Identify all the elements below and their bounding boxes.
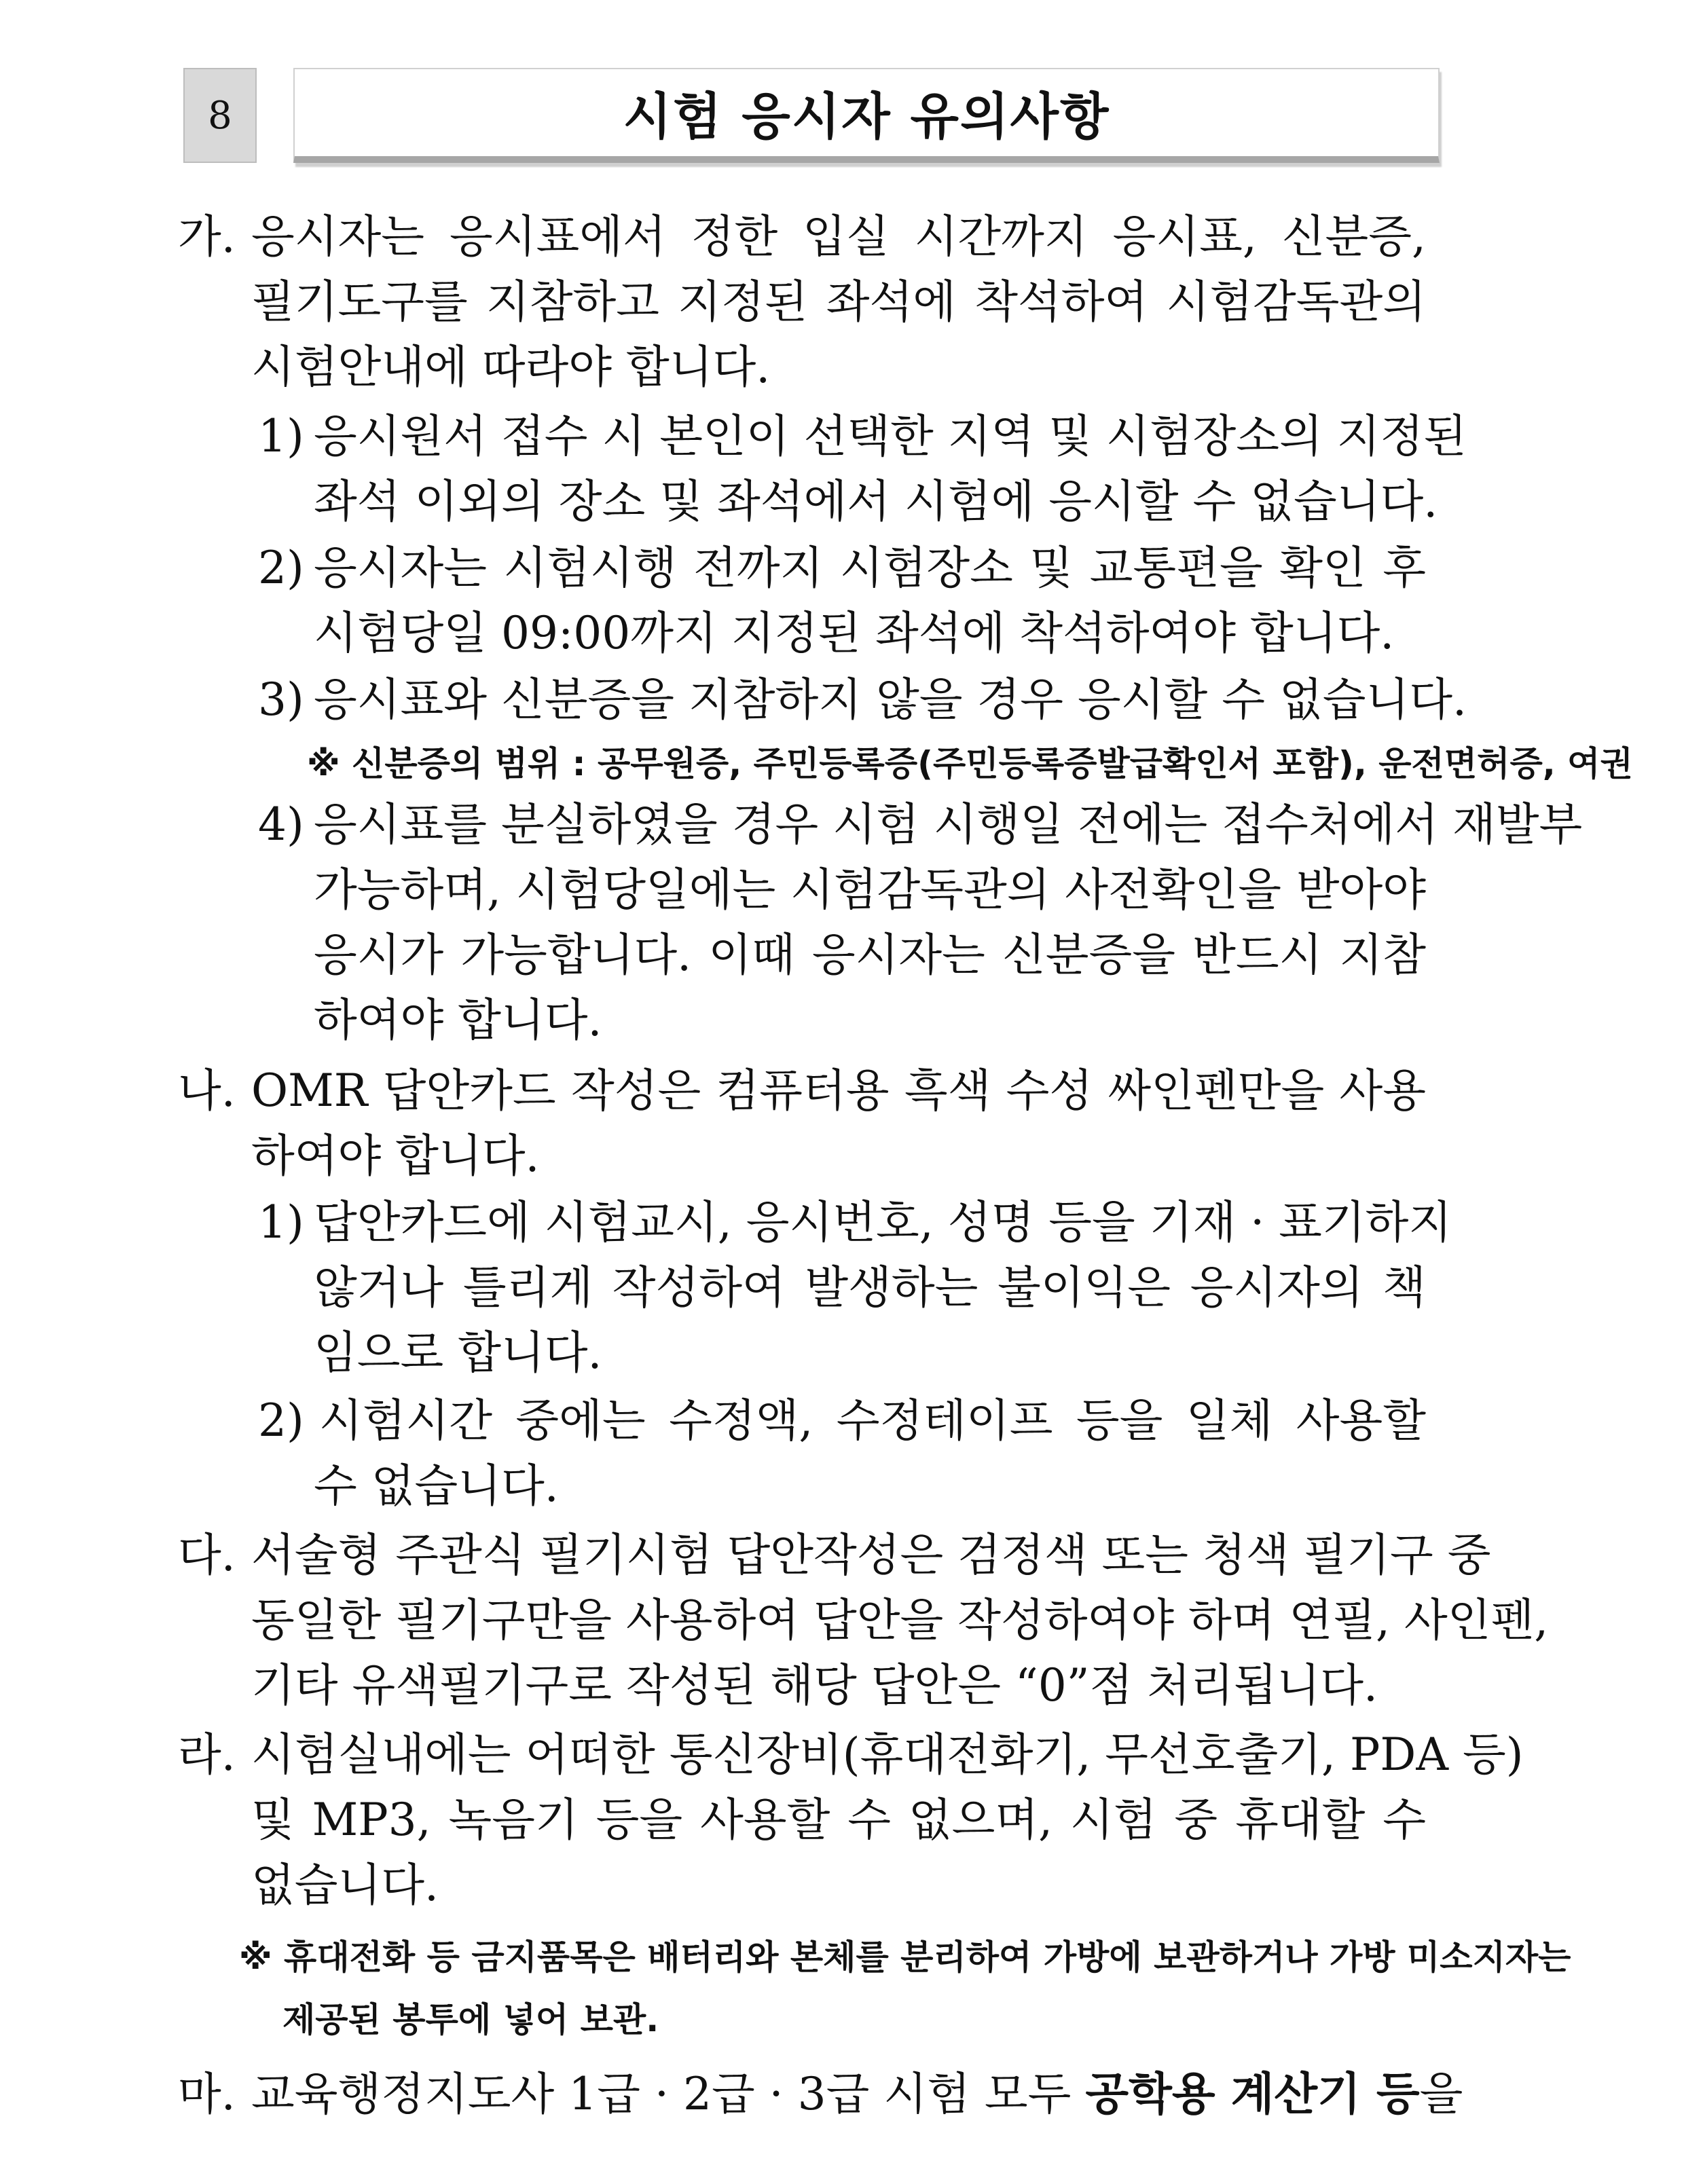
page-title: 시험 응시자 유의사항	[293, 68, 1440, 163]
id-range-note-text: ※ 신분증의 범위 : 공무원증, 주민등록증(주민등록증발급확인서 포함), 운전면허증, 여권	[307, 744, 1633, 783]
section-ga-label: 가.	[178, 210, 236, 263]
section-ra-label: 라.	[178, 1728, 236, 1781]
prohibited-items-note-text: 제공된 봉투에 넣어 보관.	[282, 2000, 659, 2039]
section-na-text: 하여야 합니다.	[251, 1130, 540, 1182]
item-ga-2-text: 시험당일 09:00까지 지정된 좌석에 착석하여야 합니다.	[314, 607, 1395, 659]
item-na-1-text: 않거나 틀리게 작성하여 발생하는 불이익은 응시자의 책	[314, 1261, 1426, 1314]
section-ga-text: 응시자는 응시표에서 정한 입실 시간까지 응시표, 신분증,	[251, 210, 1426, 263]
item-na-1-text: 임으로 합니다.	[314, 1327, 602, 1379]
section-da-label: 다.	[178, 1529, 236, 1581]
item-ga-1-text: 응시원서 접수 시 본인이 선택한 지역 및 시험장소의 지정된	[314, 410, 1467, 462]
section-ra-text: 없습니다.	[251, 1859, 439, 1911]
section-ma-text	[251, 2064, 1463, 2125]
section-ma-text-end: 을	[1419, 2068, 1463, 2120]
section-ma-text-start: 교육행정지도사 1급 · 2급 · 3급 시험 모두	[251, 2068, 1072, 2120]
section-ma-label: 마.	[178, 2068, 236, 2120]
section-da-text: 동일한 필기구만을 사용하여 답안을 작성하여야 하며 연필, 사인펜,	[251, 1594, 1549, 1646]
item-ga-2-label: 2)	[258, 542, 304, 594]
prohibited-items-note-text: ※ 휴대전화 등 금지품목은 배터리와 본체를 분리하여 가방에 보관하거나 가방 미소지자는	[239, 1938, 1571, 1977]
item-ga-3-text: 응시표와 신분증을 지참하지 않을 경우 응시할 수 없습니다.	[314, 673, 1467, 726]
item-ga-4-text: 응시가 가능합니다. 이때 응시자는 신분증을 반드시 지참	[314, 929, 1426, 981]
item-ga-1-text: 좌석 이외의 장소 및 좌석에서 시험에 응시할 수 없습니다.	[314, 475, 1438, 528]
section-da-text: 서술형 주관식 필기시험 답안작성은 검정색 또는 청색 필기구 중	[251, 1529, 1491, 1581]
calculator-emphasis: 공학용 계산기 등	[1085, 2068, 1420, 2120]
section-na-label: 나.	[178, 1065, 236, 1117]
item-ga-4-text: 가능하며, 시험당일에는 시험감독관의 사전확인을 받아야	[314, 864, 1426, 916]
section-da-text: 기타 유색필기구로 작성된 해당 답안은 “0”점 처리됩니다.	[251, 1659, 1378, 1711]
item-na-1-label: 1)	[258, 1196, 304, 1248]
item-ga-1-label: 1)	[258, 410, 304, 462]
item-ga-4-label: 4)	[258, 798, 304, 851]
section-ga-text: 시험안내에 따라야 합니다.	[251, 341, 771, 393]
section-ra-text: 시험실내에는 어떠한 통신장비(휴대전화기, 무선호출기, PDA 등)	[251, 1728, 1524, 1781]
page-number: 8	[183, 68, 257, 163]
item-na-2-text: 시험시간 중에는 수정액, 수정테이프 등을 일체 사용할	[319, 1394, 1426, 1447]
item-na-1-text: 답안카드에 시험교시, 응시번호, 성명 등을 기재 · 표기하지	[314, 1196, 1452, 1248]
item-ga-3-label: 3)	[258, 673, 304, 726]
section-na-text: OMR 답안카드 작성은 컴퓨터용 흑색 수성 싸인펜만을 사용	[251, 1065, 1426, 1117]
item-na-2-text: 수 없습니다.	[314, 1460, 559, 1512]
item-na-2-label: 2)	[258, 1394, 304, 1447]
item-ga-4-text: 응시표를 분실하였을 경우 시험 시행일 전에는 접수처에서 재발부	[314, 798, 1583, 851]
item-ga-4-text: 하여야 합니다.	[314, 994, 602, 1046]
item-ga-2-text: 응시자는 시험시행 전까지 시험장소 및 교통편을 확인 후	[314, 542, 1426, 594]
section-ga-text: 필기도구를 지참하고 지정된 좌석에 착석하여 시험감독관의	[251, 276, 1426, 328]
section-ra-text: 및 MP3, 녹음기 등을 사용할 수 없으며, 시험 중 휴대할 수	[251, 1794, 1426, 1846]
